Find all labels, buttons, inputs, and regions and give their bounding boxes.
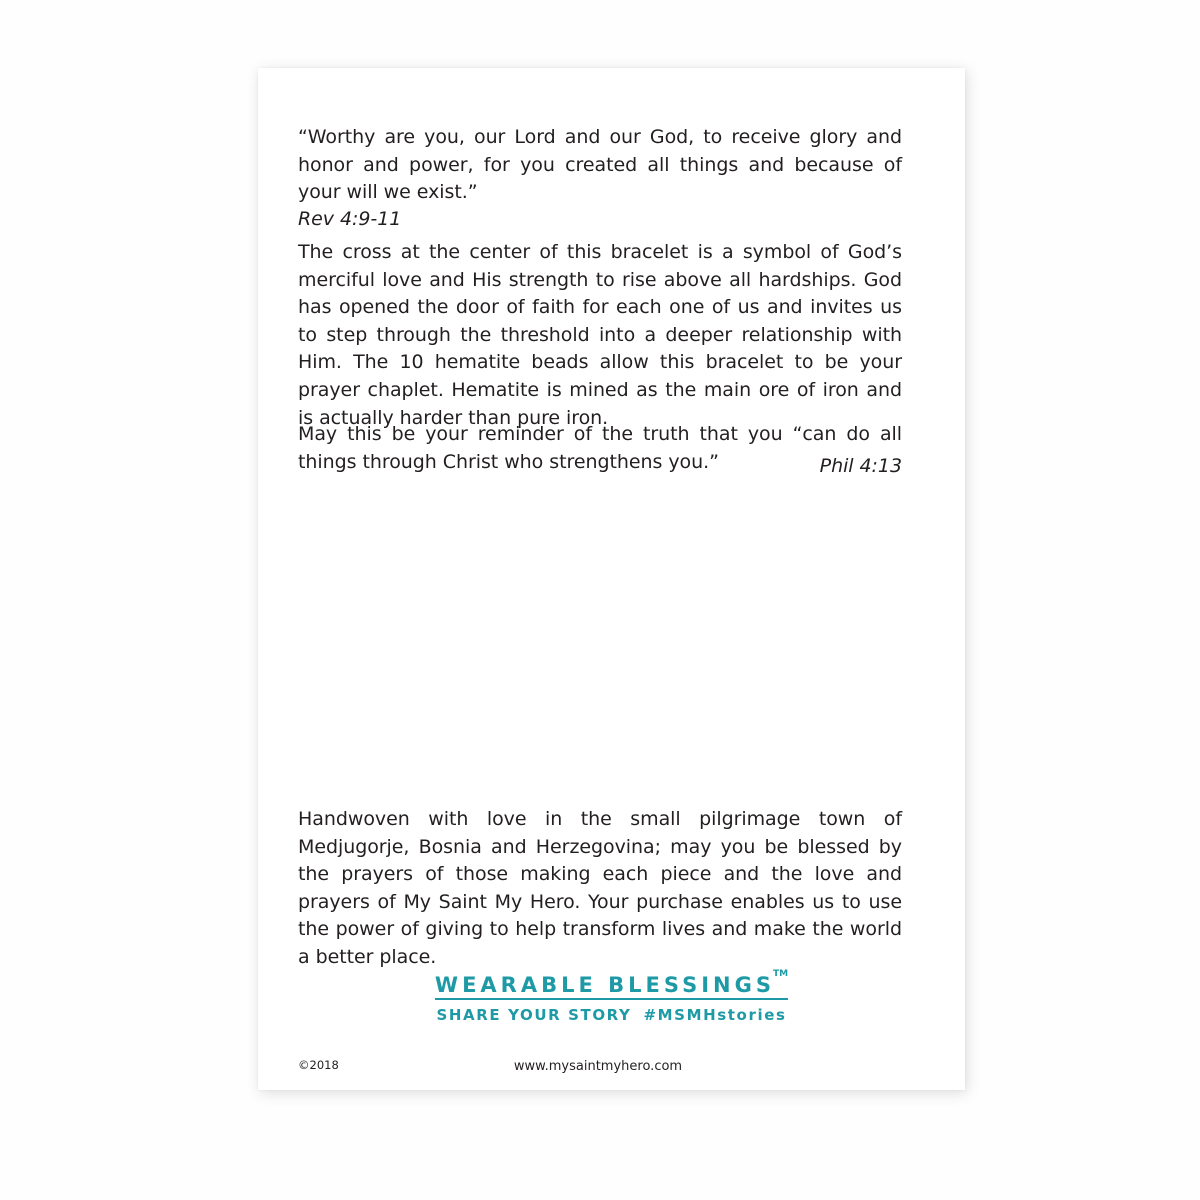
trademark-mark: TM — [772, 969, 789, 979]
tagline-text: SHARE YOUR STORY — [436, 1006, 632, 1024]
scripture-quote — [298, 124, 902, 233]
brand-tagline — [258, 1006, 965, 1024]
handwoven-paragraph: Handwoven with love in the small pilgrimage town of Medjugorje, Bosnia and Herzegovina; may you be blessed by the prayers of those making each piece and the love and prayers of My Saint My Hero. Your purchase enables us to use the power of giving to help transform lives and make the world a better place. — [298, 808, 902, 968]
cross-description-paragraph: The cross at the center of this bracelet is a symbol of God’s merciful love and His strength to rise above all hardships. God has opened the door of faith for each one of us and invites us to step through the threshold into a deeper relationship with Him. The 10 hematite beads allow this bracelet to be your prayer chaplet. Hematite is mined as the main ore of iron and is actually harder than pure iron. — [298, 241, 902, 429]
quote-reference: Rev 4:9-11 — [298, 207, 402, 230]
quote-text: “Worthy are you, our Lord and our God, to receive glory and honor and power, for you created all things and because of your will we exist.” — [298, 126, 902, 204]
brand-title-text: WEARABLE BLESSINGS — [434, 973, 775, 997]
reminder-text: May this be your reminder of the truth that you “can do all things through Christ who strengthens you.” — [298, 423, 902, 473]
website-url: www.mysaintmyhero.com — [513, 1059, 683, 1074]
reminder-paragraph — [298, 421, 902, 480]
brand-block — [258, 969, 965, 1024]
brand-logo-title — [434, 969, 789, 1000]
copyright-notice: ©2018 — [298, 1058, 339, 1072]
blessing-card — [258, 68, 965, 1090]
hashtag-text: #MSMHstories — [643, 1006, 787, 1024]
reminder-reference: Phil 4:13 — [819, 454, 902, 477]
